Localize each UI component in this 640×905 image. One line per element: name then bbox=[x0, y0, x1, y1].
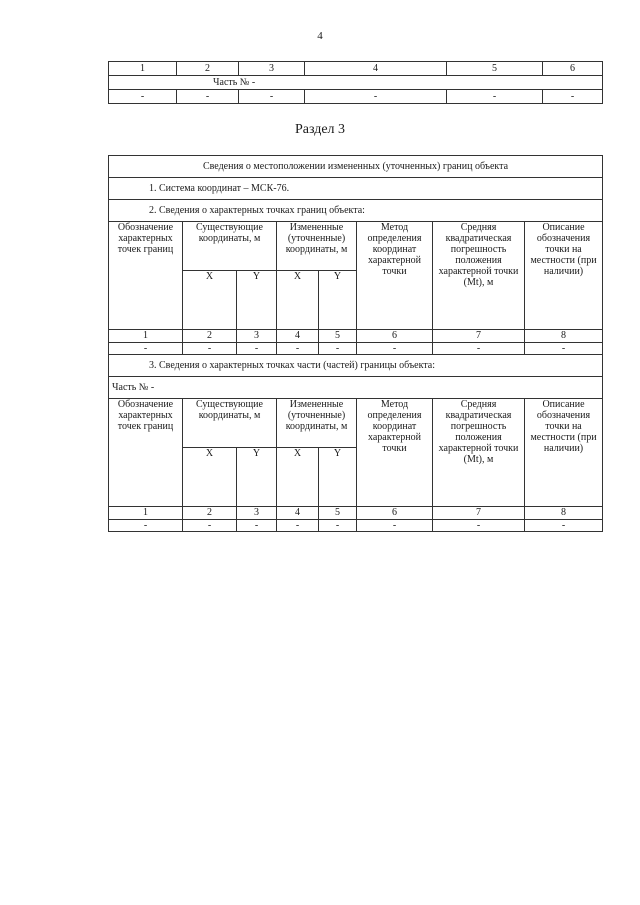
col-number: 6 bbox=[357, 507, 433, 520]
data-cell: - bbox=[433, 520, 525, 532]
col-y: Y bbox=[319, 271, 357, 330]
part-points-heading: 3. Сведения о характерных точках части (частей) границы объекта: bbox=[109, 355, 603, 377]
top-cell: - bbox=[239, 90, 305, 104]
data-cell: - bbox=[237, 520, 277, 532]
data-cell: - bbox=[277, 343, 319, 355]
col-existing-coords: Существующие координаты, м bbox=[183, 222, 277, 271]
data-cell: - bbox=[525, 343, 603, 355]
coordinate-system: 1. Система координат – МСК-76. bbox=[109, 178, 603, 200]
col-existing-coords: Существующие координаты, м bbox=[183, 399, 277, 448]
col-number: 6 bbox=[357, 330, 433, 343]
top-header-cell: 4 bbox=[305, 62, 447, 76]
points-heading: 2. Сведения о характерных точках границ объекта: bbox=[109, 200, 603, 222]
col-number: 7 bbox=[433, 507, 525, 520]
data-cell: - bbox=[109, 520, 183, 532]
part-label: Часть № - bbox=[109, 377, 603, 399]
col-y: Y bbox=[237, 271, 277, 330]
col-number: 7 bbox=[433, 330, 525, 343]
col-number: 3 bbox=[237, 330, 277, 343]
col-mean-error: Средняя квадратическая погрешность положения характерной точки (Mt), м bbox=[433, 222, 525, 330]
top-cell: - bbox=[543, 90, 603, 104]
data-cell: - bbox=[183, 343, 237, 355]
top-table bbox=[108, 61, 603, 104]
page-number: 4 bbox=[317, 30, 323, 42]
data-cell: - bbox=[237, 343, 277, 355]
col-point-designation: Обозначение характерных точек границ bbox=[109, 399, 183, 507]
col-number: 2 bbox=[183, 330, 237, 343]
col-mean-error: Средняя квадратическая погрешность положения характерной точки (Mt), м bbox=[433, 399, 525, 507]
data-cell: - bbox=[525, 520, 603, 532]
top-part-label: Часть № - bbox=[109, 76, 603, 90]
data-cell: - bbox=[433, 343, 525, 355]
col-number: 3 bbox=[237, 507, 277, 520]
section-title: Раздел 3 bbox=[294, 122, 346, 137]
col-point-designation: Обозначение характерных точек границ bbox=[109, 222, 183, 330]
data-cell: - bbox=[109, 343, 183, 355]
top-header-cell: 3 bbox=[239, 62, 305, 76]
data-cell: - bbox=[183, 520, 237, 532]
col-method: Метод определения координат характерной точки bbox=[357, 222, 433, 330]
col-number: 5 bbox=[319, 507, 357, 520]
col-description: Описание обозначения точки на местности (при наличии) bbox=[525, 222, 603, 330]
col-number: 8 bbox=[525, 507, 603, 520]
col-number: 1 bbox=[109, 507, 183, 520]
top-header-cell: 2 bbox=[177, 62, 239, 76]
col-x: X bbox=[277, 271, 319, 330]
col-method: Метод определения координат характерной точки bbox=[357, 399, 433, 507]
data-cell: - bbox=[319, 520, 357, 532]
col-number: 4 bbox=[277, 507, 319, 520]
col-description: Описание обозначения точки на местности (при наличии) bbox=[525, 399, 603, 507]
data-cell: - bbox=[277, 520, 319, 532]
top-cell: - bbox=[109, 90, 177, 104]
col-changed-coords: Измененные (уточненные) координаты, м bbox=[277, 222, 357, 271]
table-title: Сведения о местоположении измененных (уточненных) границ объекта bbox=[109, 156, 603, 178]
col-number: 4 bbox=[277, 330, 319, 343]
top-cell: - bbox=[305, 90, 447, 104]
col-x: X bbox=[183, 271, 237, 330]
data-cell: - bbox=[357, 520, 433, 532]
col-x: X bbox=[183, 448, 237, 507]
boundary-table bbox=[108, 155, 603, 532]
col-x: X bbox=[277, 448, 319, 507]
top-cell: - bbox=[177, 90, 239, 104]
col-number: 1 bbox=[109, 330, 183, 343]
col-number: 8 bbox=[525, 330, 603, 343]
top-header-cell: 5 bbox=[447, 62, 543, 76]
col-y: Y bbox=[237, 448, 277, 507]
top-header-cell: 6 bbox=[543, 62, 603, 76]
col-changed-coords: Измененные (уточненные) координаты, м bbox=[277, 399, 357, 448]
col-number: 2 bbox=[183, 507, 237, 520]
data-cell: - bbox=[319, 343, 357, 355]
top-cell: - bbox=[447, 90, 543, 104]
col-y: Y bbox=[319, 448, 357, 507]
top-header-cell: 1 bbox=[109, 62, 177, 76]
data-cell: - bbox=[357, 343, 433, 355]
col-number: 5 bbox=[319, 330, 357, 343]
